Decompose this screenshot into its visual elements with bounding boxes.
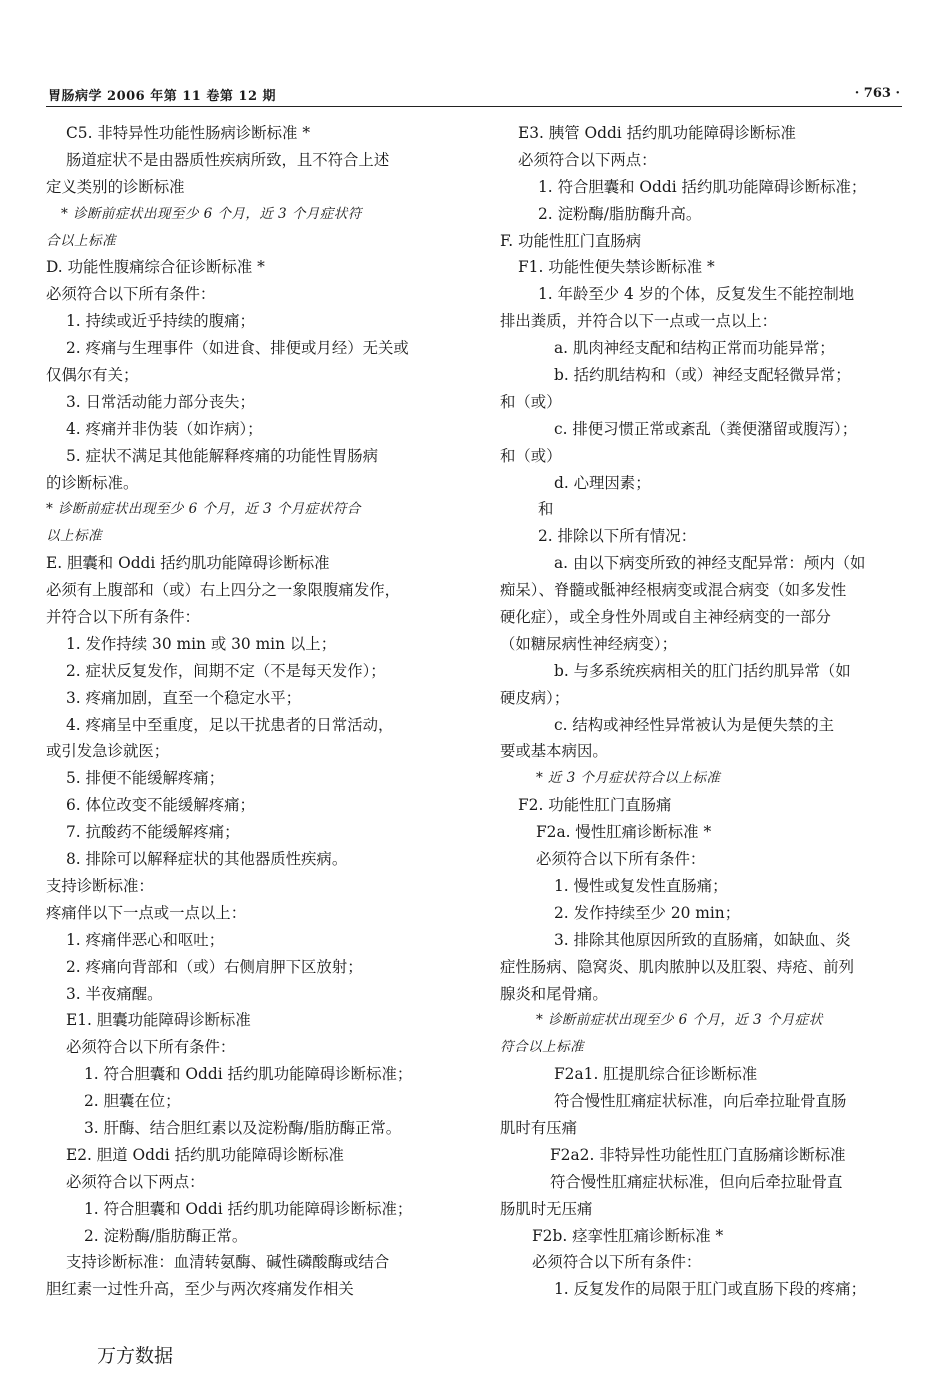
text-line: 5. 排便不能缓解疼痛； bbox=[66, 769, 225, 788]
text-line: 胆红素一过性升高，至少与两次疼痛发作相关 bbox=[46, 1280, 354, 1299]
text-line: 和（或） bbox=[500, 446, 562, 465]
text-line: 必须符合以下所有条件： bbox=[536, 850, 706, 869]
text-line: 2. 发作持续至少 20 min； bbox=[554, 903, 741, 922]
text-line: F2a1. 肛提肌综合征诊断标准 bbox=[554, 1065, 758, 1084]
footnote-line: * 近 3 个月症状符合以上标准 bbox=[536, 770, 721, 787]
text-line: 或引发急诊就医； bbox=[46, 742, 170, 761]
text-line: F2. 功能性肛门直肠痛 bbox=[518, 796, 672, 815]
text-line: 3. 半夜痛醒。 bbox=[66, 984, 163, 1003]
text-line: 5. 症状不满足其他能解释疼痛的功能性胃肠病 bbox=[66, 446, 378, 465]
text-line: 要或基本病因。 bbox=[500, 742, 608, 761]
footnote-line: * 诊断前症状出现至少 6 个月，近 3 个月症状符合 bbox=[46, 501, 361, 518]
text-line: F2a. 慢性肛痛诊断标准 * bbox=[536, 823, 712, 842]
text-line: 1. 符合胆囊和 Oddi 括约肌功能障碍诊断标准； bbox=[84, 1199, 413, 1218]
database-watermark: 万方数据 bbox=[97, 1345, 174, 1367]
text-line: c. 排便习惯正常或紊乱（粪便潴留或腹泻）； bbox=[554, 419, 858, 438]
text-line: E. 胆囊和 Oddi 括约肌功能障碍诊断标准 bbox=[46, 554, 330, 573]
text-line: 4. 疼痛呈中至重度，足以干扰患者的日常活动， bbox=[66, 715, 394, 734]
text-line: F1. 功能性便失禁诊断标准 * bbox=[518, 258, 715, 277]
text-line: 符合慢性肛痛症状标准，但向后牵拉耻骨直 bbox=[550, 1172, 843, 1191]
text-line: 肌时有压痛 bbox=[500, 1118, 577, 1137]
footnote-line: * 诊断前症状出现至少 6 个月，近 3 个月症状符 bbox=[61, 205, 362, 222]
text-line: 2. 淀粉酶/脂肪酶升高。 bbox=[538, 204, 702, 223]
text-line: 必须符合以下两点： bbox=[518, 150, 657, 169]
text-line: （如糖尿病性神经病变）； bbox=[500, 634, 677, 653]
text-line: 痴呆）、脊髓或骶神经根病变或混合病变（如多发性 bbox=[500, 581, 847, 600]
text-line: 硬皮病）； bbox=[500, 688, 570, 707]
text-line: 症性肠病、隐窝炎、肌肉脓肿以及肛裂、痔疮、前列 bbox=[500, 957, 854, 976]
text-line: D. 功能性腹痛综合征诊断标准 * bbox=[46, 258, 265, 277]
text-line: 2. 症状反复发作，间期不定（不是每天发作）； bbox=[66, 661, 386, 680]
header-divider bbox=[46, 106, 902, 107]
text-line: 必须符合以下所有条件： bbox=[46, 285, 216, 304]
text-line: 3. 肝酶、结合胆红素以及淀粉酶/脂肪酶正常。 bbox=[84, 1118, 402, 1137]
text-line: 的诊断标准。 bbox=[46, 473, 139, 492]
text-line: 1. 符合胆囊和 Oddi 括约肌功能障碍诊断标准； bbox=[84, 1065, 413, 1084]
text-line: 支持诊断标准：血清转氨酶、碱性磷酸酶或结合 bbox=[66, 1253, 390, 1272]
text-line: E3. 胰管 Oddi 括约肌功能障碍诊断标准 bbox=[518, 124, 796, 142]
text-line: 和 bbox=[538, 500, 554, 519]
text-line: 3. 疼痛加剧，直至一个稳定水平； bbox=[66, 688, 302, 707]
text-line: a. 肌肉神经支配和结构正常而功能异常； bbox=[554, 339, 835, 358]
text-line: F. 功能性肛门直肠病 bbox=[500, 231, 642, 250]
footnote-line: 以上标准 bbox=[46, 528, 102, 545]
text-line: 1. 反复发作的局限于肛门或直肠下段的疼痛； bbox=[554, 1280, 866, 1299]
text-line: 1. 疼痛伴恶心和呕吐； bbox=[66, 930, 225, 949]
text-line: 6. 体位改变不能缓解疼痛； bbox=[66, 796, 255, 815]
text-line: 1. 符合胆囊和 Oddi 括约肌功能障碍诊断标准； bbox=[538, 177, 867, 196]
footnote-line: 符合以上标准 bbox=[500, 1039, 584, 1056]
text-line: 7. 抗酸药不能缓解疼痛； bbox=[66, 823, 240, 842]
text-line: 疼痛伴以下一点或一点以上： bbox=[46, 903, 247, 922]
left-column bbox=[46, 120, 451, 1303]
text-line: 肠肌时无压痛 bbox=[500, 1199, 593, 1218]
page-number: · 763 · bbox=[854, 86, 900, 101]
journal-header: 胃肠病学 2006 年第 11 卷第 12 期 bbox=[48, 89, 277, 104]
right-column bbox=[500, 120, 903, 1303]
text-line: 定义类别的诊断标准 bbox=[46, 177, 185, 196]
text-line: 支持诊断标准： bbox=[46, 876, 154, 895]
text-line: 排出粪质，并符合以下一点或一点以上： bbox=[500, 312, 778, 331]
text-line: 2. 疼痛与生理事件（如进食、排便或月经）无关或 bbox=[66, 339, 409, 358]
text-line: 必须符合以下所有条件： bbox=[66, 1038, 236, 1057]
text-line: 2. 排除以下所有情况： bbox=[538, 527, 697, 546]
text-line: 2. 疼痛向背部和（或）右侧肩胛下区放射； bbox=[66, 957, 363, 976]
text-line: 1. 年龄至少 4 岁的个体，反复发生不能控制地 bbox=[538, 285, 855, 304]
text-line: 必须有上腹部和（或）右上四分之一象限腹痛发作， bbox=[46, 581, 400, 600]
text-line: 必须符合以下两点： bbox=[66, 1172, 205, 1191]
text-line: 1. 发作持续 30 min 或 30 min 以上； bbox=[66, 634, 337, 653]
text-line: 腺炎和尾骨痛。 bbox=[500, 984, 608, 1003]
text-line: 4. 疼痛并非伪装（如诈病）； bbox=[66, 419, 263, 438]
text-line: 8. 排除可以解释症状的其他器质性疾病。 bbox=[66, 850, 348, 869]
text-line: b. 与多系统疾病相关的肛门括约肌异常（如 bbox=[554, 661, 851, 680]
text-line: E2. 胆道 Oddi 括约肌功能障碍诊断标准 bbox=[66, 1145, 344, 1164]
text-line: 2. 胆囊在位； bbox=[84, 1092, 181, 1111]
text-line: 2. 淀粉酶/脂肪酶正常。 bbox=[84, 1226, 248, 1245]
text-line: c. 结构或神经性异常被认为是便失禁的主 bbox=[554, 715, 835, 734]
text-line: 肠道症状不是由器质性疾病所致，且不符合上述 bbox=[66, 150, 390, 169]
text-line: 3. 排除其他原因所致的直肠痛，如缺血、炎 bbox=[554, 930, 851, 949]
text-line: 3. 日常活动能力部分丧失； bbox=[66, 392, 255, 411]
text-line: E1. 胆囊功能障碍诊断标准 bbox=[66, 1011, 251, 1030]
text-line: 1. 持续或近乎持续的腹痛； bbox=[66, 312, 255, 331]
text-line: C5. 非特异性功能性肠病诊断标准 * bbox=[66, 124, 311, 142]
footnote-line: 合以上标准 bbox=[46, 232, 116, 249]
text-line: d. 心理因素； bbox=[554, 473, 651, 492]
text-line: 仅偶尔有关； bbox=[46, 366, 139, 385]
footnote-line: * 诊断前症状出现至少 6 个月，近 3 个月症状 bbox=[536, 1012, 823, 1029]
text-line: F2a2. 非特异性功能性肛门直肠痛诊断标准 bbox=[550, 1145, 846, 1164]
text-line: 硬化症），或全身性外周或自主神经病变的一部分 bbox=[500, 608, 831, 627]
text-line: 1. 慢性或复发性直肠痛； bbox=[554, 876, 728, 895]
text-line: 必须符合以下所有条件： bbox=[532, 1253, 702, 1272]
text-line: 和（或） bbox=[500, 392, 562, 411]
text-line: F2b. 痉挛性肛痛诊断标准 * bbox=[532, 1226, 724, 1245]
text-line: b. 括约肌结构和（或）神经支配轻微异常； bbox=[554, 366, 851, 385]
text-line: 符合慢性肛痛症状标准，向后牵拉耻骨直肠 bbox=[554, 1092, 847, 1111]
text-line: a. 由以下病变所致的神经支配异常：颅内（如 bbox=[554, 554, 866, 573]
text-line: 并符合以下所有条件： bbox=[46, 608, 200, 627]
